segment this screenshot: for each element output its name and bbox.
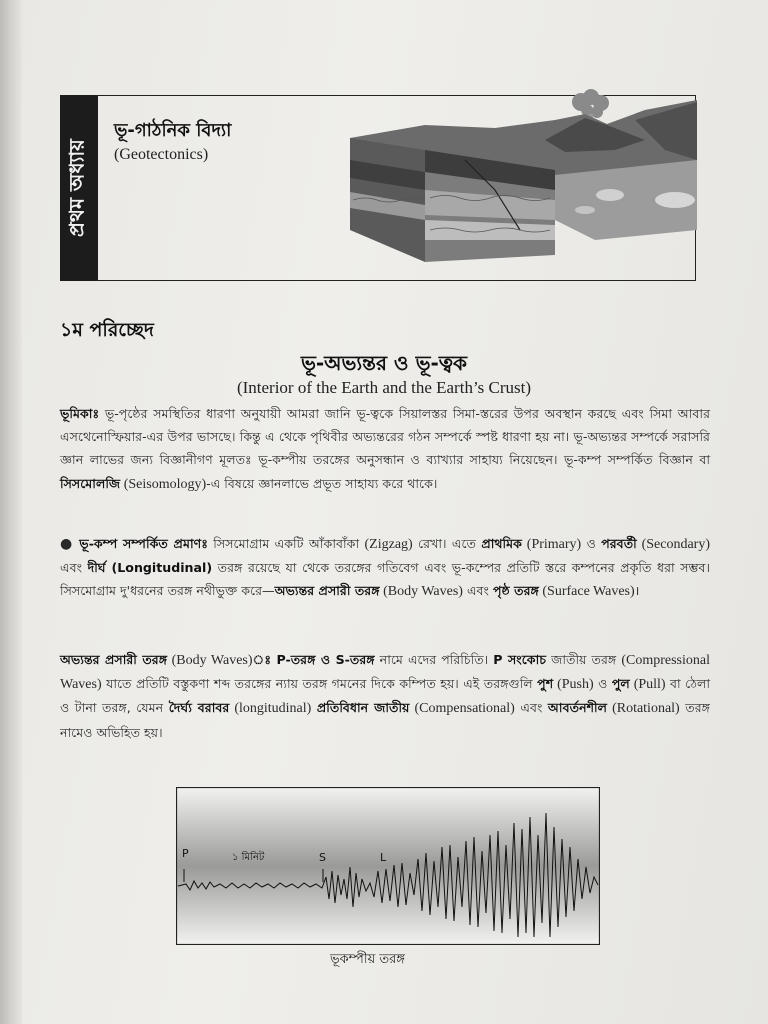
bullet-icon: ● [60, 536, 74, 552]
paragraph-heading: ভূ-কম্প সম্পর্কিত প্রমাণঃ [73, 536, 208, 551]
paragraph-text: জাতীয় তরঙ্গ [546, 652, 622, 667]
seismogram-label-minute: ১ মিনিট [232, 852, 265, 863]
paragraph-text: । [634, 583, 640, 599]
page-binding-shadow [0, 0, 22, 1024]
paragraph-text: ও [593, 676, 612, 692]
paragraph-introduction [60, 402, 710, 496]
bold-term: প্রাথমিক [481, 536, 522, 551]
paragraph-text: তরঙ্গ রয়েছে যা থেকে তরঙ্গের গতিবেগ এবং ভূ-কম্পের প্রতিটি স্তরে কম্পনের প্রকৃতি ধরা সম্ভব। সিসমোগ্রাম দু'ধরনের তরঙ্গ নথীভুক্ত করে— [60, 560, 711, 599]
paragraph-text: যাতে প্রতিটি বস্তুকণা শব্দ তরঙ্গের ন্যায় তরঙ্গ গমনের দিকে কম্পিত হয়। এই তরঙ্গগুলি [101, 676, 538, 692]
paragraph-text: নামে এদের পরিচিতি। [374, 652, 494, 667]
latin-term: (Zigzag) [364, 537, 413, 552]
seismogram-label-p: P [182, 847, 189, 860]
bold-term: আবর্তনশীল [547, 700, 608, 716]
bold-term: P সংকোচ [493, 652, 547, 667]
paragraph-text: রেখা। এতে [412, 536, 482, 551]
earth-crust-illustration [345, 80, 697, 262]
latin-term: (Secondary) [636, 537, 711, 552]
latin-term: (Compressional Waves) [60, 653, 710, 693]
bold-term: প্রতিবিধান জাতীয় [316, 700, 410, 716]
paragraph-text: বা ঠেলা ও টানা তরঙ্গ, যেমন [60, 676, 710, 716]
paragraph-body-waves [60, 648, 710, 744]
paragraph-text: ভূ-পৃষ্ঠের সমস্থিতির ধারণা অনুযায়ী আমরা জানি ভূ-ত্বকে সিয়ালস্তর সিমা-স্তরের উপর অবস্থান করছে এবং সিমা আবার এসথেনোস্ফিয়ার-এর উপর ভাসছে। কিন্তু এ থেকে পৃথিবীর অভ্যন্তরের গঠন সম্পর্কে স্পষ্ট ধারণা হয় না। ভূ-অভ্যন্তর সম্পর্কে সরাসরি জ্ঞান লাভের জন্য বিজ্ঞানীগণ মূলতঃ ভূ-কম্পীয় তরঙ্গের অনুসন্ধান ও ব্যাখ্যার সাহায্য নিয়েছেন। ভূ-কম্প সম্পর্কিত বিজ্ঞান বা [60, 406, 710, 468]
seismogram-frame [177, 788, 600, 945]
chapter-tab-label: প্রথম অধ্যায় [64, 139, 89, 237]
section-title: ভূ-অভ্যন্তর ও ভূ-ত্বক [300, 351, 468, 375]
section-number: ১ম পরিচ্ছেদ [60, 319, 154, 341]
latin-term: (Seisomology) [120, 476, 207, 492]
bold-term: পুল [611, 676, 630, 692]
seismogram-caption: ভূকম্পীয় তরঙ্গ [330, 952, 405, 967]
paragraph-text: এবং [462, 583, 493, 599]
latin-term: (Body Waves) [379, 584, 463, 600]
paragraph-text: ও [581, 536, 602, 551]
paragraph-heading: অভ্যন্তর প্রসারী তরঙ্গ [60, 652, 168, 667]
section-subtitle: (Interior of the Earth and the Earth’s Crust) [236, 378, 532, 397]
paragraph-text: তরঙ্গ নামেও অভিহিত হয়। [60, 700, 710, 740]
seismogram-label-l: L [380, 851, 387, 864]
latin-term: (Push) [553, 677, 594, 693]
latin-term: (Pull) [629, 677, 666, 693]
bold-term: পুশ [537, 676, 554, 692]
chapter-tab [60, 95, 98, 281]
bold-term: দীর্ঘ (Longitudinal) [87, 560, 213, 576]
paragraph-text: এবং [60, 560, 88, 576]
paragraph-text: -এ বিষয়ে জ্ঞানলাভে প্রভূত সাহায্য করে থাকে। [206, 475, 438, 491]
latin-term: (Body Waves) [167, 653, 253, 668]
paragraph-text: সিসমোগ্রাম একটি আঁকাবাঁকা [207, 536, 365, 551]
latin-term: (longitudinal) [229, 701, 312, 717]
bold-term: সিসমোলজি [60, 475, 121, 491]
latin-term: (Rotational) [607, 701, 680, 717]
latin-term: (Primary) [521, 537, 582, 552]
latin-term: (Compensational) [409, 701, 515, 717]
bold-term: পরবর্তী [601, 536, 637, 551]
latin-term: (Surface Waves) [538, 584, 635, 600]
paragraph-text: এবং [514, 700, 548, 716]
paragraph-heading: ভূমিকাঃ [60, 406, 100, 421]
bold-term: ঃ P-তরঙ্গ ও S-তরঙ্গ [252, 652, 375, 667]
seismogram-label-s: S [319, 851, 326, 864]
seismogram-figure [176, 787, 600, 945]
chapter-title: ভূ-গাঠনিক বিদ্যা [114, 120, 232, 141]
bold-term: পৃষ্ঠ তরঙ্গ [493, 583, 539, 599]
bold-term: দৈর্ঘ্য বরাবর [168, 700, 230, 716]
chapter-subtitle: (Geotectonics) [114, 146, 209, 163]
paragraph-seismic-evidence [60, 532, 710, 604]
bold-term: অভ্যন্তর প্রসারী তরঙ্গ [274, 583, 380, 599]
